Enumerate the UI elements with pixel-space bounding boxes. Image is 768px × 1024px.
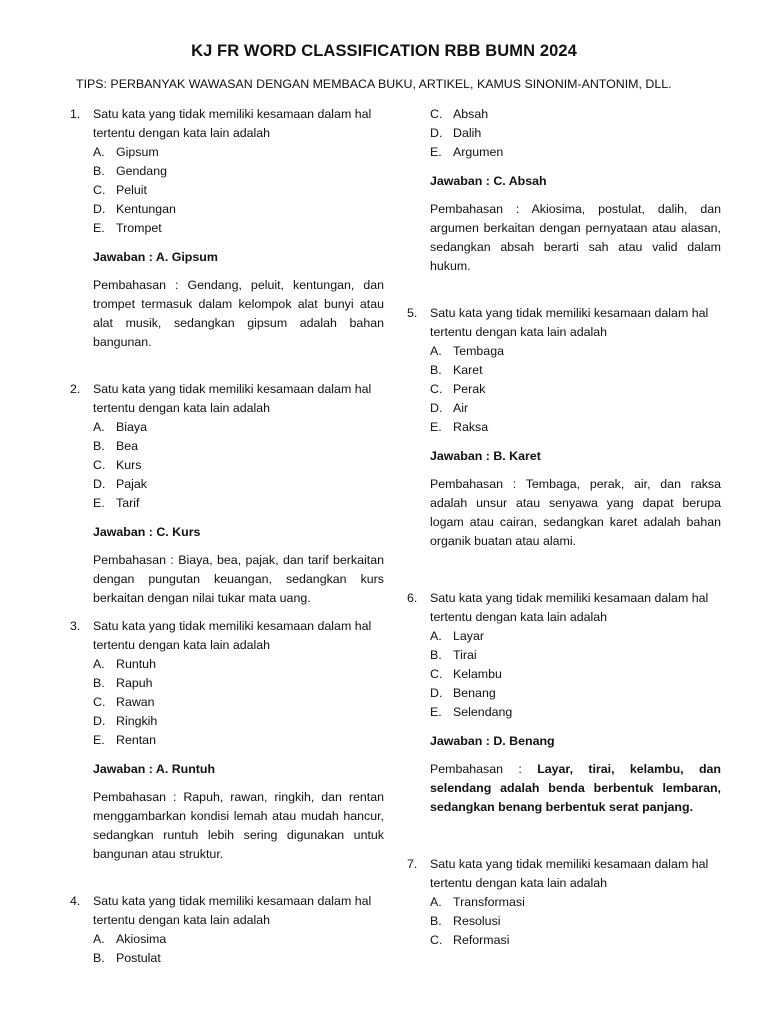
- option-item: B. Tirai: [430, 648, 477, 662]
- explanation-prefix: Pembahasan :: [430, 762, 538, 776]
- question-1: [70, 105, 384, 352]
- answer-text: Jawaban : B. Karet: [430, 449, 541, 463]
- question-text: Satu kata yang tidak memiliki kesamaan dalam hal tertentu dengan kata lain adalah: [93, 107, 372, 140]
- option-item: D. Air: [430, 401, 469, 415]
- options-list: [430, 105, 721, 162]
- question-text: Satu kata yang tidak memiliki kesamaan dalam hal tertentu dengan kata lain adalah: [430, 591, 709, 624]
- question-number: 1.: [70, 107, 81, 121]
- options-list: [93, 930, 384, 968]
- question-7: [407, 855, 721, 950]
- explanation-text: [430, 760, 721, 817]
- explanation-text: Pembahasan : Tembaga, perak, air, dan raksa adalah unsur atau senyawa yang dapat berupa logam atau cairan, sedangkan karet adalah bahan organik buatan atau alami.: [430, 477, 721, 548]
- answer-text: Jawaban : C. Kurs: [93, 525, 201, 539]
- option-item: B. Rapuh: [93, 676, 153, 690]
- option-item: E. Tarif: [93, 496, 140, 510]
- option-item: D. Benang: [430, 686, 496, 700]
- answer-text: Jawaban : D. Benang: [430, 734, 555, 748]
- option-item: C. Rawan: [93, 695, 155, 709]
- option-item: E. Trompet: [93, 221, 162, 235]
- options-list: [430, 893, 721, 950]
- option-item: C. Peluit: [93, 183, 147, 197]
- option-item: D. Dalih: [430, 126, 482, 140]
- option-item: A. Transformasi: [430, 895, 525, 909]
- option-item: C. Reformasi: [430, 933, 510, 947]
- option-item: C. Kelambu: [430, 667, 502, 681]
- explanation-text: Pembahasan : Rapuh, rawan, ringkih, dan rentan menggambarkan kondisi lemah atau mudah hancur, sedangkan runtuh lebih sering digunakan untuk bangunan atau struktur.: [93, 790, 384, 861]
- option-item: A. Gipsum: [93, 145, 159, 159]
- option-item: A. Runtuh: [93, 657, 156, 671]
- options-list: [430, 627, 721, 722]
- option-item: A. Biaya: [93, 420, 147, 434]
- option-item: E. Raksa: [430, 420, 489, 434]
- tips-text: TIPS: PERBANYAK WAWASAN DENGAN MEMBACA BUKU, ARTIKEL, KAMUS SINONIM-ANTONIM, DLL.: [76, 77, 672, 91]
- question-text: Satu kata yang tidak memiliki kesamaan dalam hal tertentu dengan kata lain adalah: [430, 306, 709, 339]
- question-4: [70, 892, 384, 968]
- option-item: E. Selendang: [430, 705, 513, 719]
- option-item: A. Layar: [430, 629, 484, 643]
- question-text: Satu kata yang tidak memiliki kesamaan dalam hal tertentu dengan kata lain adalah: [430, 857, 709, 890]
- question-number: 6.: [407, 591, 418, 605]
- question-number: 3.: [70, 619, 81, 633]
- option-item: B. Karet: [430, 363, 483, 377]
- option-item: B. Gendang: [93, 164, 167, 178]
- option-item: A. Tembaga: [430, 344, 504, 358]
- question-5: [407, 304, 721, 551]
- page-title: KJ FR WORD CLASSIFICATION RBB BUMN 2024: [191, 42, 577, 60]
- option-item: B. Postulat: [93, 951, 161, 965]
- question-2: [70, 380, 384, 608]
- option-item: A. Akiosima: [93, 932, 167, 946]
- options-list: [93, 143, 384, 238]
- options-list: [430, 342, 721, 437]
- option-item: D. Ringkih: [93, 714, 158, 728]
- explanation-bold: Layar, tirai, kelambu, dan selendang adalah benda berbentuk lembaran, sedangkan benang berbentuk serat panjang.: [430, 762, 721, 814]
- question-text: Satu kata yang tidak memiliki kesamaan dalam hal tertentu dengan kata lain adalah: [93, 894, 372, 927]
- option-item: B. Resolusi: [430, 914, 501, 928]
- question-6: [407, 589, 721, 817]
- question-4-continued: [407, 105, 721, 276]
- question-text: Satu kata yang tidak memiliki kesamaan dalam hal tertentu dengan kata lain adalah: [93, 619, 372, 652]
- answer-text: Jawaban : A. Runtuh: [93, 762, 216, 776]
- explanation-text: Pembahasan : Gendang, peluit, kentungan, dan trompet termasuk dalam kelompok alat bunyi atau alat musik, sedangkan gipsum adalah bahan bangunan.: [93, 278, 384, 349]
- left-column: [70, 105, 384, 968]
- explanation-text: Pembahasan : Akiosima, postulat, dalih, dan argumen berkaitan dengan pernyataan atau alasan, sedangkan absah berarti sah atau valid dalam hukum.: [430, 202, 721, 273]
- option-item: C. Absah: [430, 107, 489, 121]
- question-number: 5.: [407, 306, 418, 320]
- explanation-text: Pembahasan : Biaya, bea, pajak, dan tarif berkaitan dengan pungutan keuangan, sedangkan kurs berkaitan dengan nilai tukar mata uang.: [93, 553, 384, 605]
- answer-text: Jawaban : C. Absah: [430, 174, 547, 188]
- question-number: 2.: [70, 382, 81, 396]
- question-number: 7.: [407, 857, 418, 871]
- option-item: D. Pajak: [93, 477, 147, 491]
- option-item: E. Argumen: [430, 145, 504, 159]
- right-column: [407, 105, 721, 950]
- question-text: Satu kata yang tidak memiliki kesamaan dalam hal tertentu dengan kata lain adalah: [93, 382, 372, 415]
- question-3: [70, 617, 384, 864]
- question-number: 4.: [70, 894, 81, 908]
- answer-text: Jawaban : A. Gipsum: [93, 250, 218, 264]
- option-item: C. Perak: [430, 382, 486, 396]
- options-list: [93, 418, 384, 513]
- option-item: E. Rentan: [93, 733, 156, 747]
- option-item: D. Kentungan: [93, 202, 176, 216]
- option-item: C. Kurs: [93, 458, 142, 472]
- option-item: B. Bea: [93, 439, 139, 453]
- options-list: [93, 655, 384, 750]
